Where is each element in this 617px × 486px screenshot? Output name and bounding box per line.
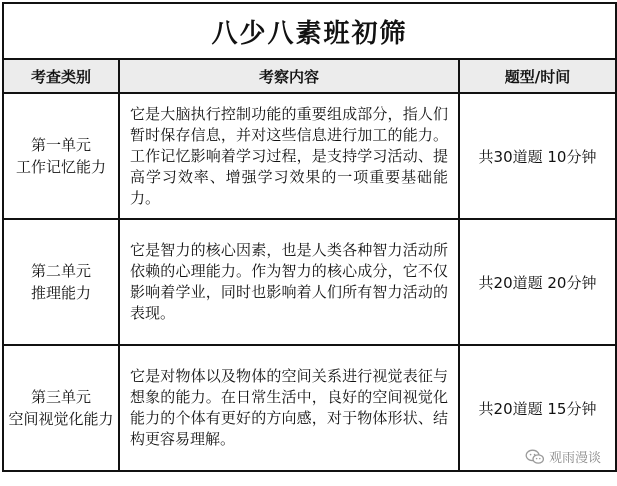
header-category: 考查类别 xyxy=(3,59,119,93)
row-time: 共20道题 20分钟 xyxy=(459,219,616,345)
header-time: 题型/时间 xyxy=(459,59,616,93)
row-content: 它是大脑执行控制功能的重要组成部分，指人们暂时保存信息，并对这些信息进行加工的能力。工作记忆影响着学习过程，是支持学习活动、提高学习效率、增强学习效果的一项重要基础能力。 xyxy=(119,93,459,219)
row-content: 它是对物体以及物体的空间关系进行视觉表征与想象的能力。在日常生活中，良好的空间视觉化能力的个体有更好的方向感，对于物体形状、结构更容易理解。 xyxy=(119,345,459,471)
header-row xyxy=(3,59,616,93)
row-content: 它是智力的核心因素，也是人类各种智力活动所依赖的心理能力。作为智力的核心成分，它不仅影响着学业，同时也影响着人们所有智力活动的表现。 xyxy=(119,219,459,345)
table-title: 八少八素班初筛 xyxy=(3,3,616,59)
screening-table xyxy=(2,2,617,472)
table-row xyxy=(3,93,616,219)
table-row xyxy=(3,219,616,345)
wechat-icon xyxy=(525,449,545,465)
row-time: 共20道题 15分钟 xyxy=(459,345,616,471)
row-category: 第三单元 空间视觉化能力 xyxy=(3,345,119,471)
row-time: 共30道题 10分钟 xyxy=(459,93,616,219)
header-content: 考察内容 xyxy=(119,59,459,93)
row-category: 第一单元 工作记忆能力 xyxy=(3,93,119,219)
watermark xyxy=(525,447,601,466)
row-category: 第二单元 推理能力 xyxy=(3,219,119,345)
watermark-text: 观雨漫谈 xyxy=(548,451,601,466)
title-row xyxy=(3,3,616,59)
